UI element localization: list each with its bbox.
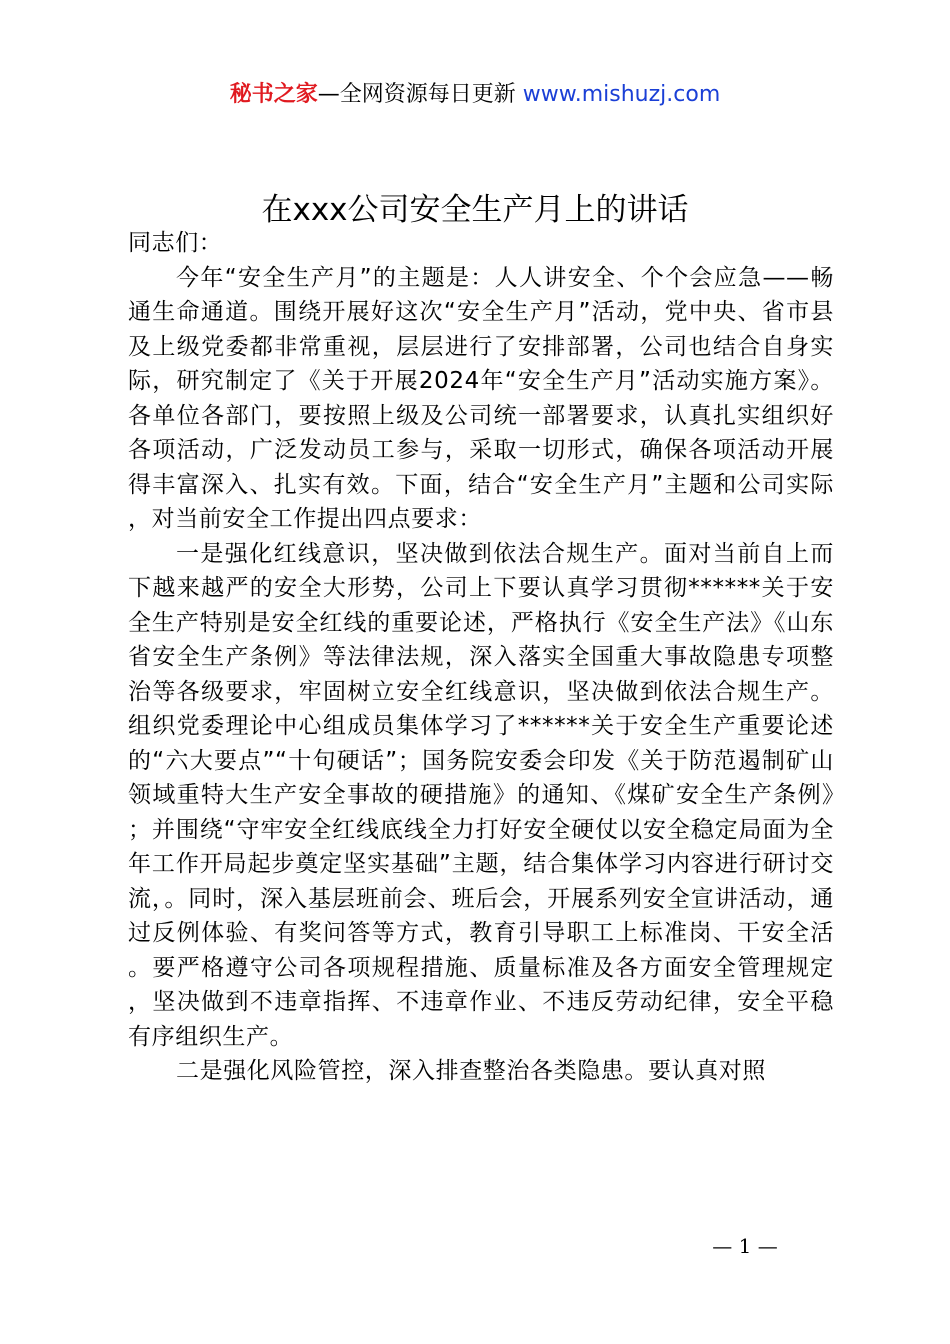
brand-name: 秘书之家 — [229, 82, 318, 107]
site-header — [0, 80, 950, 110]
page-number: — 1 — — [712, 1234, 778, 1258]
body-paragraph-intro: 今年“安全生产月”的主题是：人人讲安全、个个会应急——畅通生命通道。围绕开展好这次“安全生产月”活动，党中央、省市县及上级党委都非常重视，层层进行了安排部署，公司也结合自身实际，研究制定了《关于开展2024年“安全生产月”活动实施方案》。各单位各部门，要按照上级及公司统一部署要求，认真扎实组织好各项活动，广泛发动员工参与，采取一切形式，确保各项活动开展得丰富深入、扎实有效。下面，结合“安全生产月”主题和公司实际，对当前安全工作提出四点要求： — [128, 264, 834, 532]
document-body — [128, 226, 834, 1089]
header-slogan: —全网资源每日更新 — [317, 82, 523, 107]
site-url-link[interactable]: www.mishuzj.com — [522, 82, 721, 107]
document-title: 在xxx公司安全生产月上的讲话 — [261, 192, 689, 228]
body-paragraph-point-two: 二是强化风险管控，深入排查整治各类隐患。要认真对照 — [176, 1058, 766, 1084]
salutation: 同志们： — [128, 230, 223, 256]
body-paragraph-point-one: 一是强化红线意识，坚决做到依法合规生产。面对当前自上而下越来越严的安全大形势，公司上下要认真学习贯彻******关于安全生产特别是安全红线的重要论述，严格执行《安全生产法》《山东省安全生产条例》等法律法规，深入落实全国重大事故隐患专项整治等各级要求，牢固树立安全红线意识，坚决做到依法合规生产。组织党委理论中心组成员集体学习了******关于安全生产重要论述的“六大要点”“十句硬话”；国务院安委会印发《关于防范遏制矿山领域重特大生产安全事故的硬措施》的通知、《煤矿安全生产条例》；并围绕“守牢安全红线底线全力打好安全硬仗以安全稳定局面为全年工作开局起步奠定坚实基础”主题，结合集体学习内容进行研讨交流，。同时，深入基层班前会、班后会，开展系列安全宣讲活动，通过反例体验、有奖问答等方式，教育引导职工上标准岗、干安全活。要严格遵守公司各项规程措施、质量标准及各方面安全管理规定，坚决做到不违章指挥、不违章作业、不违反劳动纪律，安全平稳有序组织生产。 — [128, 540, 834, 1050]
